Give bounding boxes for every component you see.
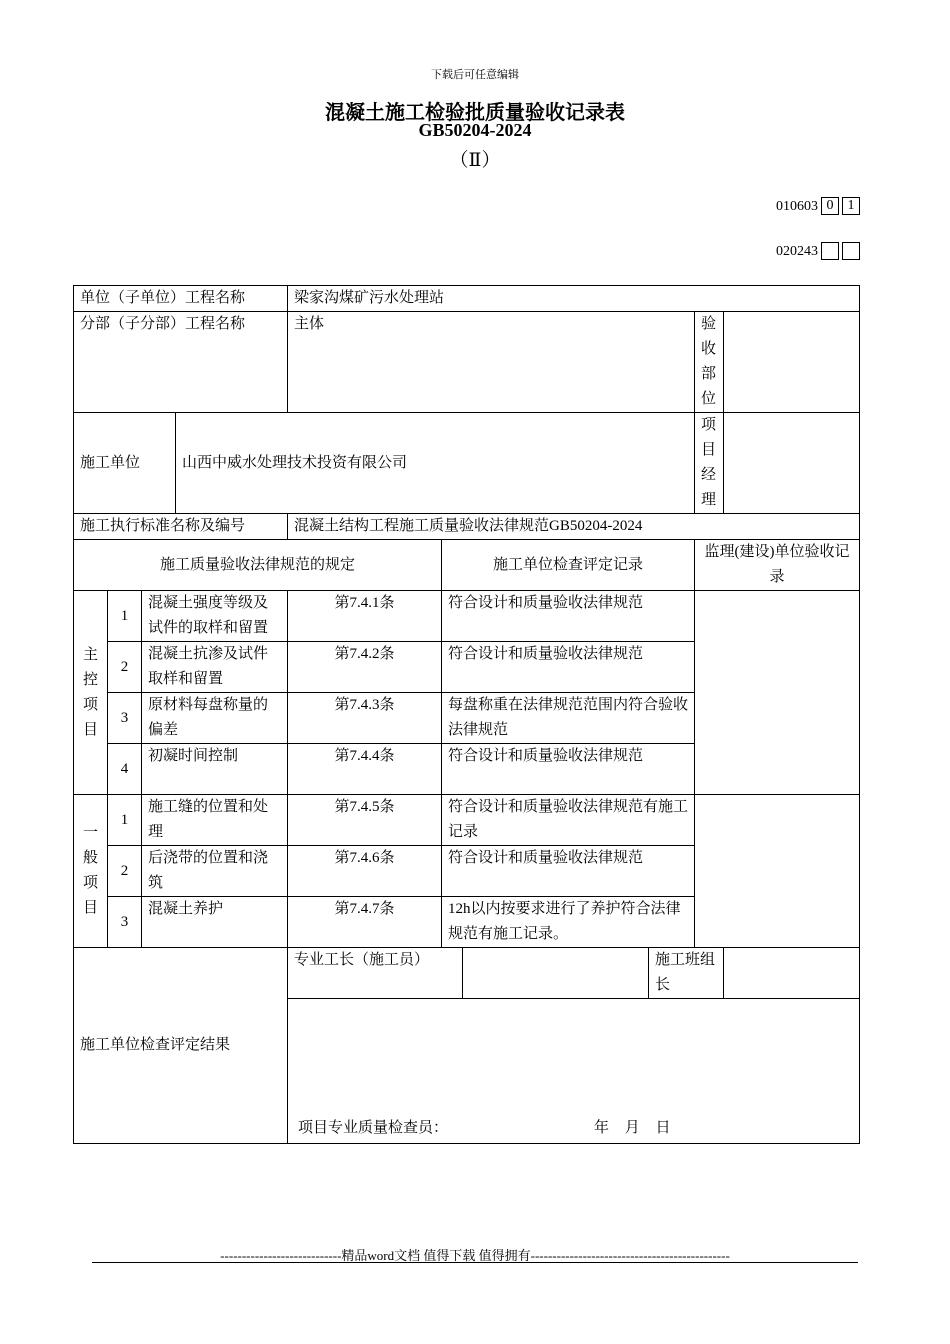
item-clause: 第7.4.4条 <box>288 744 442 795</box>
form-code-prefix: 020243 <box>776 244 818 259</box>
general-items-category: 一般项目 <box>74 795 108 948</box>
team-leader-label: 施工班组长 <box>649 948 724 999</box>
item-record[interactable]: 符合设计和质量验收法律规范 <box>442 591 695 642</box>
general-items-supervisor-record[interactable] <box>695 795 860 948</box>
item-clause: 第7.4.1条 <box>288 591 442 642</box>
form-code-box[interactable] <box>821 242 839 260</box>
row-contractor <box>74 413 860 514</box>
item-number: 3 <box>108 897 142 948</box>
item-description: 后浇带的位置和浇筑 <box>142 846 288 897</box>
item-record[interactable]: 每盘称重在法律规范范围内符合验收法律规范 <box>442 693 695 744</box>
item-number: 4 <box>108 744 142 795</box>
signature-date: 年 月 日 <box>594 1120 677 1136</box>
check-result-label: 施工单位检查评定结果 <box>74 948 288 1144</box>
unit-project-value[interactable]: 梁家沟煤矿污水处理站 <box>288 286 860 312</box>
item-description: 混凝土抗渗及试件取样和留置 <box>142 642 288 693</box>
form-title: 混凝土施工检验批质量验收记录表 <box>325 102 625 124</box>
sub-project-value[interactable]: 主体 <box>288 312 695 413</box>
foreman-value[interactable] <box>463 948 649 999</box>
row-standard <box>74 514 860 540</box>
quality-inspector-label: 项目专业质量检查员： <box>298 1120 449 1136</box>
contractor-record-column-header: 施工单位检查评定记录 <box>442 540 695 591</box>
contractor-label: 施工单位 <box>74 413 176 514</box>
form-code-box[interactable]: 1 <box>842 197 860 215</box>
form-standard-code: GB50204-2024 <box>418 120 532 140</box>
form-code-2 <box>776 242 860 260</box>
item-clause: 第7.4.5条 <box>288 795 442 846</box>
sub-project-label: 分部（子分部）工程名称 <box>74 312 288 413</box>
footer-divider <box>92 1262 858 1263</box>
footer-text: ----------------------------精品word文档 值得下载 值得拥有---------------------------------------------- <box>220 1248 730 1263</box>
form-code-prefix: 010603 <box>776 199 818 214</box>
item-record[interactable]: 符合设计和质量验收法律规范 <box>442 744 695 795</box>
item-description: 施工缝的位置和处理 <box>142 795 288 846</box>
item-description: 混凝土强度等级及试件的取样和留置 <box>142 591 288 642</box>
team-leader-value[interactable] <box>724 948 860 999</box>
contractor-value[interactable]: 山西中威水处理技术投资有限公司 <box>176 413 695 514</box>
main-items-category: 主控项目 <box>74 591 108 795</box>
standard-value[interactable]: 混凝土结构工程施工质量验收法律规范GB50204-2024 <box>288 514 860 540</box>
project-manager-value[interactable] <box>724 413 860 514</box>
item-number: 2 <box>108 846 142 897</box>
row-unit-project <box>74 286 860 312</box>
row-column-headers <box>74 540 860 591</box>
inspection-table <box>73 285 860 1144</box>
foreman-label: 专业工长（施工员） <box>288 948 463 999</box>
item-clause: 第7.4.6条 <box>288 846 442 897</box>
main-items-supervisor-record[interactable] <box>695 591 860 795</box>
form-code-box[interactable]: 0 <box>821 197 839 215</box>
item-record[interactable]: 符合设计和质量验收法律规范 <box>442 642 695 693</box>
check-result-area[interactable] <box>288 999 860 1144</box>
project-manager-label: 项目经理 <box>695 413 724 514</box>
item-record[interactable]: 12h以内按要求进行了养护符合法律规范有施工记录。 <box>442 897 695 948</box>
header-note: 下载后可任意编辑 <box>431 69 519 81</box>
form-part-number: （Ⅱ） <box>449 150 501 171</box>
supervisor-record-column-header: 监理(建设)单位验收记录 <box>695 540 860 591</box>
item-description: 初凝时间控制 <box>142 744 288 795</box>
item-number: 1 <box>108 795 142 846</box>
item-record[interactable]: 符合设计和质量验收法律规范有施工记录 <box>442 795 695 846</box>
item-record[interactable]: 符合设计和质量验收法律规范 <box>442 846 695 897</box>
item-number: 3 <box>108 693 142 744</box>
standard-label: 施工执行标准名称及编号 <box>74 514 288 540</box>
form-code-box[interactable] <box>842 242 860 260</box>
row-signatures <box>74 948 860 999</box>
acceptance-part-label: 验收部位 <box>695 312 724 413</box>
unit-project-label: 单位（子单位）工程名称 <box>74 286 288 312</box>
form-code-1 <box>776 197 860 215</box>
table-row <box>74 591 860 642</box>
item-clause: 第7.4.7条 <box>288 897 442 948</box>
item-description: 原材料每盘称量的偏差 <box>142 693 288 744</box>
spec-column-header: 施工质量验收法律规范的规定 <box>74 540 442 591</box>
row-sub-project <box>74 312 860 413</box>
acceptance-part-value[interactable] <box>724 312 860 413</box>
item-clause: 第7.4.3条 <box>288 693 442 744</box>
item-number: 2 <box>108 642 142 693</box>
item-clause: 第7.4.2条 <box>288 642 442 693</box>
item-description: 混凝土养护 <box>142 897 288 948</box>
item-number: 1 <box>108 591 142 642</box>
table-row <box>74 795 860 846</box>
